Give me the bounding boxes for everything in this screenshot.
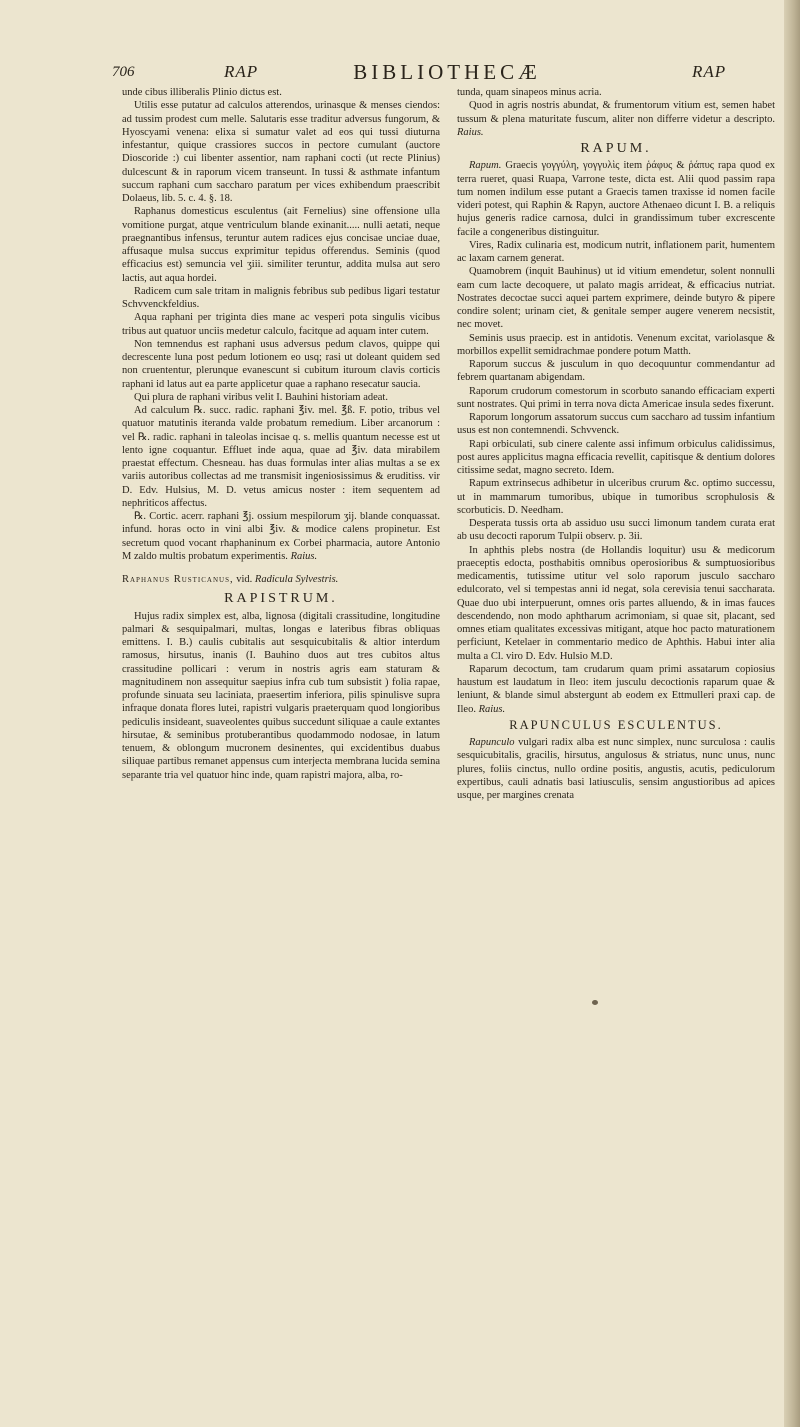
cross-reference <box>122 573 440 586</box>
right-column <box>457 86 775 826</box>
paragraph: tunda, quam sinapeos minus acria. <box>457 87 602 98</box>
author-signature: Raius. <box>457 126 484 138</box>
paragraph: Vires, Radix culinaria est, modicum nutrit, inflationem parit, humentem ac laxam carnem generat. <box>457 239 775 264</box>
page-number: 706 <box>112 64 135 80</box>
page-gutter <box>784 0 800 1427</box>
paragraph-with-signature <box>457 99 775 139</box>
paragraph: In aphthis plebs nostra (de Hollandis loquitur) usu & medicorum praeceptis edocta, posthabitis omnibus operosioribus & sumptuosioribus medicamentis, tutissime utitur vel solo raporum jusculo saccharo edulcorato, vel si tempestas anni id negat, sola cerevisia tenui saccharata. Quae duo ubi interpuerunt, omnes oris partes alluendo, & in imas fauces descendendo, non modo aphtharum acrimoniam, si quae sit, placant, sed omnes etiam qualitates excessivas mitigant, atque hoc pacto maturationem perficiunt, Ketelaer in commentario medico de Aphthis. Habui inter alia multa a Cl. viro D. Edv. Hulsio M.D. <box>457 544 775 662</box>
section-heading-rapunculus: RAPUNCULUS ESCULENTUS. <box>509 717 723 732</box>
paragraph-with-signature <box>122 510 440 563</box>
paragraph-text: Quod in agris nostris abundat, & frumentorum vitium est, semen habet tussum & plena maturitate fuscum, aliter non differre videtur a descripto. <box>457 100 775 125</box>
paragraph: Non temnendus est raphani usus adversus pedum clavos, quippe qui decrescente luna post pedum lotionem eo usq; rasi ut doleant quidem sed non cruententur, plerunque evanescunt si cubitum ituroum clavis corticis raphani id latus aut ea parte applicetur quae a raphano resecatur saucia. <box>122 338 440 390</box>
paragraph: Raporum longorum assatorum succus cum saccharo ad tussim infantium usus est non contemnendi. Schvvenck. <box>457 412 775 437</box>
section-heading-rapistrum: RAPISTRUM. <box>224 591 338 607</box>
paragraph-text: Raparum decoctum, tam crudarum quam primi assatarum copiosius haustum est laudatum in Ileo: item jusculu decoctionis raparum quae & leniunt, & blande simul abstergunt ab eodem ex Ettmulleri praxi cap. de Ileo. <box>457 663 775 715</box>
paragraph: Hujus radix simplex est, alba, lignosa (digitali crassitudine, longitudine palmari & sesquipalmari, multas, longas e lateribus fibras obliquas emittens. I. B.) caulis cubitalis aut sesquicubitalis & altior interdum ramosus, hirsutus, inanis (I. Bauhino duos aut tres cubitos altus crassitudine pollicari : verum in nostris agris eam staturam & magnitudinem non assequitur saepius infra cub tum subsistit ) folia rapae, profunde sinuata seu laciniata, praesertim inferiora, pilis spinulisve supra infraque donata flores lutei, rapistri vulgaris praeterquam quod longioribus pediculis insideant, suaveolentes quibus succedunt siliquae a caule extantes hirsutae, & seminibus protuberantibus quodammodo nodosae, in latum tenuem, & oblongum mucronem desinentes, qui excidentibus duabus siliquae partibus remanet appensus cum interjecta membrana lucida semina separante tria vel quatuor hinc inde, quam rapistri majora, alba, ro- <box>122 610 440 781</box>
paragraph: Raporum succus & jusculum in quo decoquuntur commendantur ad febrem quartanam abigendam. <box>457 359 775 384</box>
paragraph: Radicem cum sale tritam in malignis febribus sub pedibus ligari testatur Schvvenckfeldius. <box>122 285 440 310</box>
keyword-left: RAP <box>224 62 259 81</box>
section-heading-rapum: RAPUM. <box>580 141 652 156</box>
ink-mark <box>592 1000 598 1005</box>
paragraph-text: vulgari radix alba est nunc simplex, nunc surculosa : caulis sesquicubitalis, gracilis, hirsutus, angulosus & striatus, nunc unus, nunc plures, foliis cinctus, nullo ordine positis, angustis, acutis, pediculorum expertibus, cauli adnatis basi latiusculis, sensim angustioribus ad apices usque, per margines crenata <box>457 737 775 801</box>
paragraph: Raphanus domesticus esculentus (ait Fernelius) sine offensione ulla vomitione purgat, atque ventriculum blande exinanit..... nulli aetati, neque praegnantibus infensus, teruntur autem radices ejus concisae unciae duae, affusaque mulsa succus exprimitur tepidus offerendus. Seminis (quod efficacius est) semuncia vel ʒiii. similiter teruntur, addita mulsa aut sero lactis, aut aqua hordei. <box>122 206 440 284</box>
page-title: BIBLIOTHECÆ <box>353 60 541 84</box>
paragraph: Aqua raphani per triginta dies mane ac vesperi pota singulis vicibus tribus aut quatuor unciis medetur calculo, facitque ad aquam inter cutem. <box>122 312 440 337</box>
entry-lead: Raphanus Rusticanus, <box>122 574 234 585</box>
author-signature: Raius. <box>290 550 318 562</box>
author-signature: Raius. <box>478 703 506 715</box>
paragraph: Rapi orbiculati, sub cinere calente assi infimum orbiculus calidissimus, post aures applicitus magna efficacia revellit, capitisque & dentium dolores citissime sedat, magno secreto. Idem. <box>457 438 775 476</box>
paragraph-text: ℞. Cortic. acerr. raphani ℥j. ossium mespilorum ʒij. blande conquassat. infund. horas octo in vini albi ℥iv. & modice calens propinetur. Est secretum quod vocant rhaphaninum ex Corbei pharmacia, autore Antonio M zaldo multis probatum experimentis. <box>122 511 440 562</box>
paragraph: Qui plura de raphani viribus velit I. Bauhini historiam adeat. <box>134 391 388 403</box>
paragraph <box>457 159 775 239</box>
paragraph: Rapum extrinsecus adhibetur in ulceribus crurum &c. optimo successu, ut in mammarum tumoribus, ubique in tumoribus scrophulosis & scorbuticis. D. Needham. <box>457 478 775 516</box>
paragraph: Raporum crudorum comestorum in scorbuto sanando efficaciam experti sunt nostrates. Qui primi in terra nova dicta Americae insula sedes fixerunt. <box>457 385 775 410</box>
paragraph: unde cibus illiberalis Plinio dictus est. <box>122 87 282 98</box>
paragraph <box>457 736 775 802</box>
paragraph-text: Graecis γογγύλη, γογγυλὶς item ῥάφυς & ῥάπυς rapa quod ex terra rueret, quasi Ruapa, Varrone teste, dicta est. Alii quod passim rapa tum nomen indilum esse putant a Graecis tamen traxisse id nomen facile videri potest, qui Raphin & Rapyn, auctore Athenaeo dicunt I. B. a reliquis hujus generis radice carnosa, dulci in grandissimum tuber excrescente facile a congeneribus distinguitur. <box>457 160 775 238</box>
paragraph: Ad calculum ℞. succ. radic. raphani ℥iv. mel. ℥ß. F. potio, tribus vel quatuor matutinis iteranda valde probatum remedium. Liber arcanorum : vel ℞. radic. raphani in taleolas incisae q. s. mellis quantum necesse est ut lento igne coquantur. Effluet inde aqua, quae ad ℥iv. data mirabilem praestat effectum. Chesneau. has duas formulas inter alias multas a se ex variis autoribus collectas ad me transmisit ingeniosissimus & eruditiss. vir D. Edv. Hulsius, M. D. vetus amicus noster : item sequentem ad nephriticos affectus. <box>122 405 440 509</box>
paragraph: Quamobrem (inquit Bauhinus) ut id vitium emendetur, solent nonnulli eam cum lacte decoquere, ut palato magis arrideat, & efficacius nutriat. Nostrates decoctae succi aquei partem exprimere, deinde butyro & pipere condire solent; urinam ciet, & genitale semper augere venerem necsistit, nec movet. <box>457 266 775 331</box>
left-column <box>122 86 440 1246</box>
paragraph: Seminis usus praecip. est in antidotis. Venenum excitat, variolasque & morbillos expellit semidrachmae pondere potum Matth. <box>457 332 775 357</box>
paragraph: Utilis esse putatur ad calculos atterendos, urinasque & menses ciendos: ad tussim prodest cum melle. Salutaris esse traditur adversus fungorum, & Hyoscyami venena: elixa si sumatur valet ad eos qui tussi diuturna infestantur, quique crassiores succos in pectore cumulant (auctore Dioscoride :) cui libenter assentior, nam raphani cocti (ut recte Plinius) dulcescunt & in raporum vicem transeunt. In tussi & asthmate infantum succum raphani cum saccharo paratum per vices exhibendum praescribit Dolaeus, lib. 5. c. 4. §. 18. <box>122 100 440 204</box>
reference-target: Radicula Sylvestris. <box>254 574 339 585</box>
paragraph-with-signature <box>457 663 775 716</box>
reference-word: vid. <box>236 574 253 585</box>
entry-lead: Rapunculo <box>469 737 515 748</box>
paragraph: Desperata tussis orta ab assiduo usu succi limonum tandem curata erat ab usu decocti raporum Tulpii observ. p. 3ii. <box>457 518 775 543</box>
keyword-right: RAP <box>692 62 727 81</box>
entry-lead: Rapum. <box>469 160 502 172</box>
